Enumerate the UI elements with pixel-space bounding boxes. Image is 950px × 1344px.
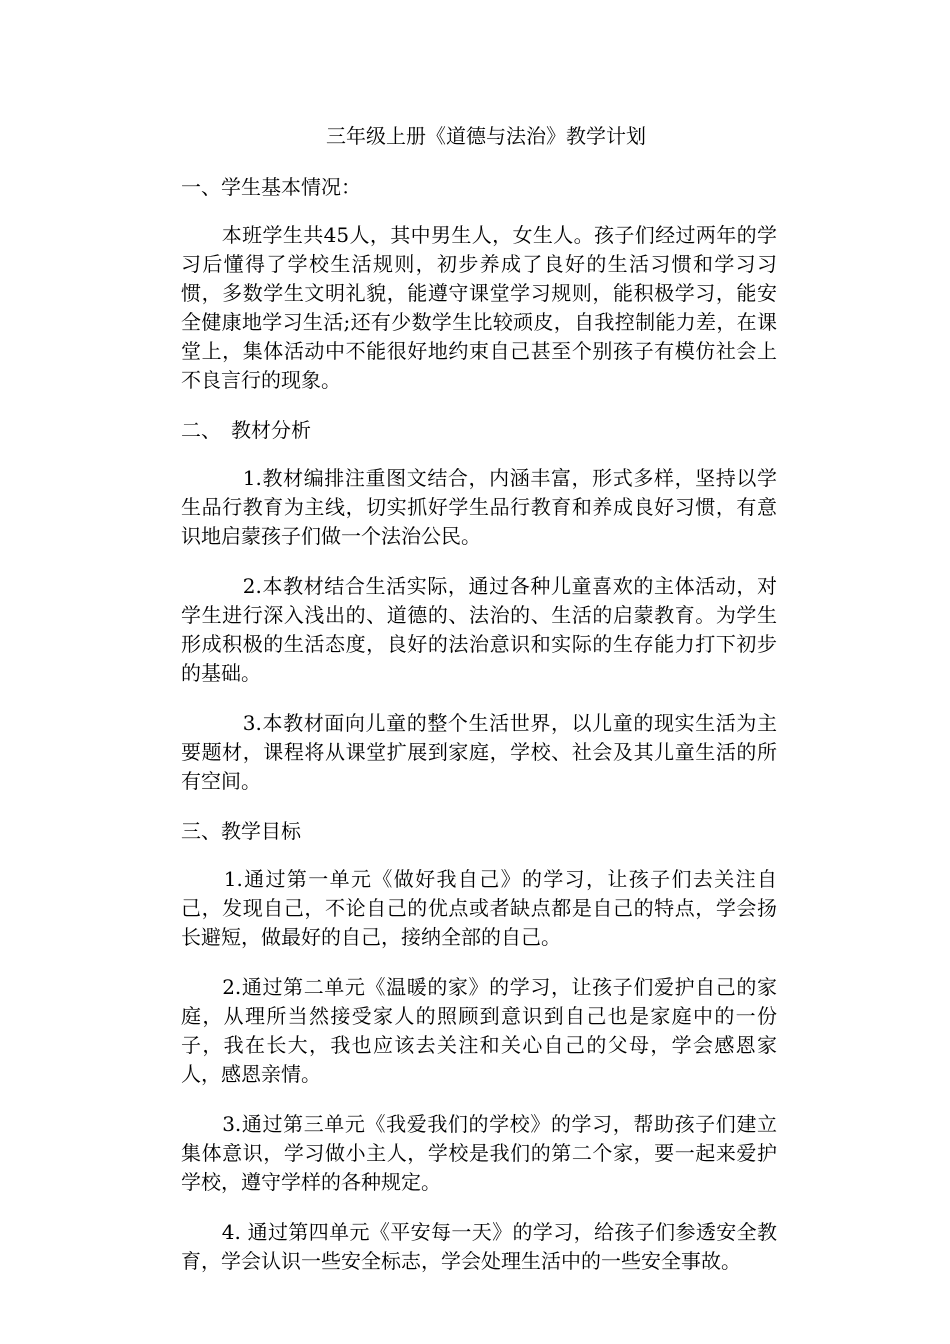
document-title: 三年级上册《道德与法治》教学计划: [326, 124, 646, 148]
section-2-paragraph-3: 3.本教材面向儿童的整个生活世界，以儿童的现实生活为主要题材，课程将从课堂扩展到家庭，学校、社会及其儿童生活的所有空间。: [181, 711, 777, 793]
section-3-paragraph-4: 4. 通过第四单元《平安每一天》的学习，给孩子们参透安全教育，学会认识一些安全标志，学会处理生活中的一些安全事故。: [181, 1220, 777, 1273]
section-heading-2: 二、 教材分析: [181, 418, 311, 442]
section-heading-1: 一、学生基本情况：: [181, 175, 361, 199]
section-3-paragraph-2: 2.通过第二单元《温暖的家》的学习，让孩子们爱护自己的家庭，从理所当然接受家人的照顾到意识到自己也是家庭中的一份子，我在长大，我也应该去关注和关心自己的父母，学会感恩家人，感恩亲情。: [181, 975, 777, 1086]
section-2-paragraph-1: 1.教材编排注重图文结合，内涵丰富，形式多样，坚持以学生品行教育为主线，切实抓好学生品行教育和养成良好习惯，有意识地启蒙孩子们做一个法治公民。: [181, 466, 777, 548]
section-heading-3: 三、教学目标: [181, 819, 301, 843]
section-1-paragraph-1: 本班学生共45人，其中男生人，女生人。孩子们经过两年的学习后懂得了学校生活规则，初步养成了良好的生活习惯和学习习惯，多数学生文明礼貌，能遵守课堂学习规则，能积极学习，能安全健康地学习生活;还有少数学生比较顽皮，自我控制能力差，在课堂上，集体活动中不能很好地约束自己甚至个别孩子有模仿社会上不良言行的现象。: [181, 223, 777, 392]
section-3-paragraph-3: 3.通过第三单元《我爱我们的学校》的学习，帮助孩子们建立集体意识，学习做小主人，学校是我们的第二个家，要一起来爱护学校，遵守学样的各种规定。: [181, 1112, 777, 1194]
section-2-paragraph-2: 2.本教材结合生活实际，通过各种儿童喜欢的主体活动，对学生进行深入浅出的、道德的、法治的、生活的启蒙教育。为学生形成积极的生活态度，良好的法治意识和实际的生存能力打下初步的基础。: [181, 574, 777, 685]
document-page: [181, 121, 777, 1276]
section-3-paragraph-1: 1.通过第一单元《做好我自己》的学习，让孩子们去关注自己，发现自己，不论自己的优点或者缺点都是自己的特点，学会扬长避短，做最好的自己，接纳全部的自己。: [181, 867, 777, 949]
